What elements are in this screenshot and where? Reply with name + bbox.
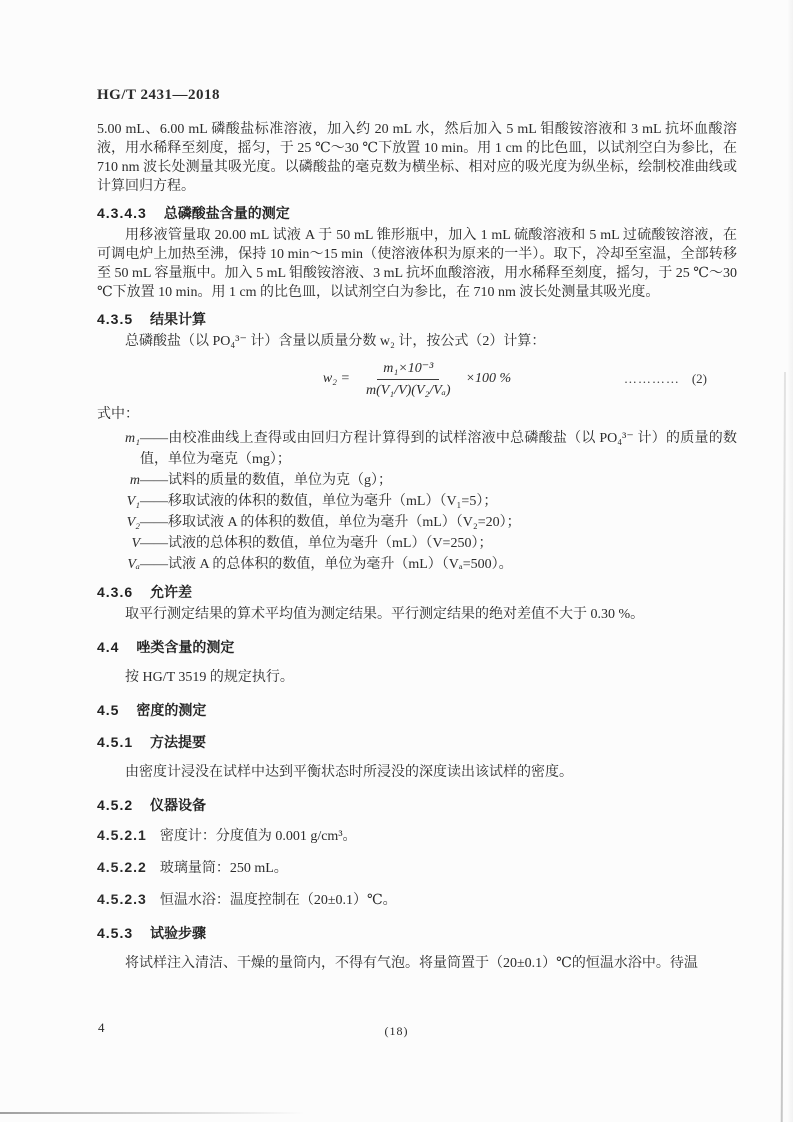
definition-desc: ——移取试液的体积的数值，单位为毫升（mL）（V₁=5）； [140,494,498,509]
definition-term: m [129,473,140,488]
heading-number: 4.3.5 [97,311,134,327]
fraction-denominator: m(V₁/V)(V₂/Vₐ) [365,382,451,398]
definition-desc: ——移取试液 A 的体积的数值，单位为毫升（mL）（V₂=20）； [140,515,521,530]
equation-fraction [360,360,457,399]
equation-tail [624,371,707,387]
section-heading-4343 [97,204,737,222]
definition-row [97,554,737,575]
clause-4521 [97,826,737,846]
section-heading-44 [97,638,737,656]
footer-page-number: 4 [98,1020,105,1035]
definition-desc: ——试液 A 的总体积的数值，单位为毫升（mL）（Vₐ=500）。 [140,557,513,572]
heading-number: 4.3.6 [97,584,134,600]
definition-desc: ——试液的总体积的数值，单位为毫升（mL）（V=250）； [140,536,493,551]
paragraph-4343: 用移液管量取 20.00 mL 试液 A 于 50 mL 锥形瓶中，加入 1 mL 硫酸溶液和 5 mL 过硫酸铵溶液，在可调电炉上加热至沸，保持 10 min～15 min（使溶液体积为原来的一半）。取下，冷却至室温，全部转移至 50 mL 容量瓶中。加入 5 mL 钼酸铵溶液、3 mL 抗坏血酸溶液，用水稀释至刻度，摇匀，于 25 ℃～30 ℃下放置 10 min。用 1 cm 的比色皿，以试剂空白为参比，在 710 nm 波长处测量其吸光度。 [97,228,737,300]
clause-number: 4.5.2.3 [97,891,147,907]
fraction-numerator: m₁×10⁻³ [377,360,439,380]
clause-text: 恒温水浴：温度控制在（20±0.1）℃。 [159,893,397,908]
clause-text: 密度计：分度值为 0.001 g/cm³。 [159,829,357,844]
heading-number: 4.4 [97,639,120,655]
heading-title: 仪器设备 [150,797,207,813]
where-label: 式中： [97,407,139,422]
heading-title: 总磷酸盐含量的测定 [163,205,290,221]
definition-term: Vₐ [127,557,140,572]
heading-title: 唑类含量的测定 [136,639,235,655]
equation-lhs: w₂ = [322,371,350,386]
definition-row [97,491,737,512]
definition-term: V₂ [126,515,140,530]
section-heading-451 [97,733,737,751]
definition-desc: ——试料的质量的数值，单位为克（g）； [140,473,392,488]
heading-title: 试验步骤 [150,925,207,941]
paragraph-continuation: 5.00 mL、6.00 mL 磷酸盐标准溶液，加入约 20 mL 水，然后加入 5 mL 钼酸铵溶液和 3 mL 抗坏血酸溶液，用水稀释至刻度，摇匀，于 25 ℃～30 ℃下放置 10 min。用 1 cm 的比色皿，以试剂空白为参比，在 710 nm 波长处测量其吸光度。以磷酸盐的毫克数为横坐标、相对应的吸光度为纵坐标，绘制校准曲线或计算回归方程。 [97,122,737,194]
clause-number: 4.5.2.2 [97,859,147,875]
paragraph-435-intro: 总磷酸盐（以 PO₄³⁻ 计）含量以质量分数 w₂ 计，按公式（2）计算： [125,334,546,349]
heading-number: 4.5.2 [97,797,134,813]
paragraph-436: 取平行测定结果的算术平均值为测定结果。平行测定结果的绝对差值不大于 0.30 %。 [125,607,645,622]
definition-term: m₁ [125,431,140,446]
scan-artifact-bottom-edge [0,1112,305,1114]
definition-row [97,470,737,491]
section-heading-453 [97,924,737,942]
paragraph-451: 由密度计浸没在试样中达到平衡状态时所浸没的深度读出该试样的密度。 [125,765,573,780]
paragraph-453: 将试样注入清洁、干燥的量筒内，不得有气泡。将量筒置于（20±0.1）℃的恒温水浴中。待温 [125,956,698,971]
equation-suffix: ×100 % [465,371,512,386]
symbol-definitions [97,428,737,575]
heading-number: 4.5 [97,702,120,718]
equation-number: (2) [691,371,707,386]
section-heading-452 [97,796,737,814]
clause-4523 [97,890,737,910]
section-heading-435 [97,310,737,328]
definition-row [97,512,737,533]
equation-body [323,360,511,399]
heading-title: 方法提要 [150,734,207,750]
heading-title: 结果计算 [150,311,207,327]
heading-title: 允许差 [150,584,193,600]
definition-term: V [131,536,140,551]
definition-row [97,428,737,470]
heading-number: 4.5.1 [97,734,134,750]
section-heading-436 [97,583,737,601]
heading-number: 4.3.4.3 [97,205,147,221]
section-heading-45 [97,701,737,719]
scan-artifact-right-edge [781,372,786,1122]
paragraph-44: 按 HG/T 3519 的规定执行。 [125,670,294,685]
clause-text: 玻璃量筒：250 mL。 [159,861,288,876]
definition-row [97,533,737,554]
equation-dots: ………… [623,371,680,386]
doc-code: HG/T 2431—2018 [97,87,220,103]
equation-2 [97,357,737,401]
clause-number: 4.5.2.1 [97,827,147,843]
definition-desc: ——由校准曲线上查得或由回归方程计算得到的试样溶液中总磷酸盐（以 PO₄³⁻ 计）的质量的数值，单位为毫克（mg）； [140,431,737,467]
footer-sheet-number: (18) [384,1024,409,1038]
heading-number: 4.5.3 [97,925,134,941]
clause-4522 [97,858,737,878]
page-content [97,86,737,985]
heading-title: 密度的测定 [136,702,207,718]
definition-term: V₁ [126,494,140,509]
scan-artifact-right-shade [787,0,793,1122]
